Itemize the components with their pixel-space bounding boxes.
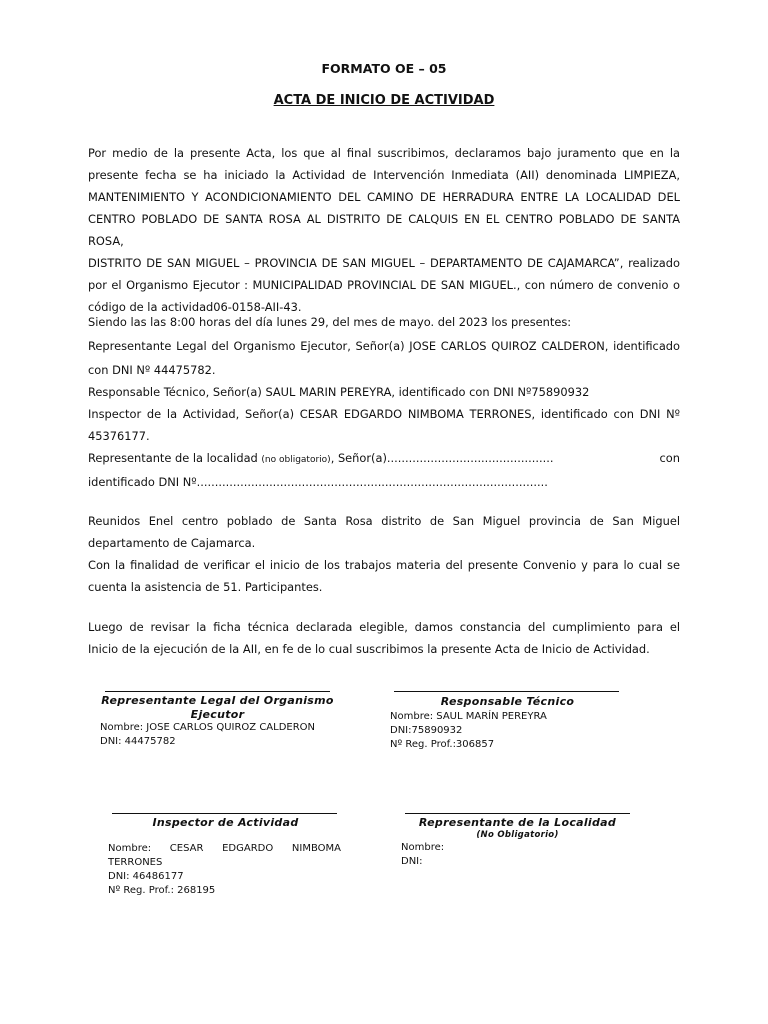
signature-details-legal-rep: Nombre: JOSE CARLOS QUIROZ CALDERON DNI: 44475782: [100, 722, 316, 747]
signature-title-legal-rep: Representante Legal del Organismo Ejecutor: [101, 694, 334, 721]
signature-title-locality: Representante de la Localidad: [418, 816, 617, 829]
signature-title-inspector: Inspector de Actividad: [152, 816, 299, 829]
signature-line-legal-rep: [105, 691, 330, 692]
meeting-line: Reunidos Enel centro poblado de Santa Rosa distrito de San Miguel provincia de San Miguel: [88, 514, 680, 528]
page-title: ACTA DE INICIO DE ACTIVIDAD: [273, 93, 495, 108]
intro-line: por el Organismo Ejecutor : MUNICIPALIDAD PROVINCIAL DE SAN MIGUEL., con número de convenio o: [88, 278, 680, 292]
signature-details-locality: Nombre: DNI:: [401, 842, 445, 867]
intro-line: Por medio de la presente Acta, los que al final suscribimos, declaramos bajo juramento que en la: [88, 146, 680, 160]
locality-con: con: [659, 451, 680, 465]
closing-line: Luego de revisar la ficha técnica declarada elegible, damos constancia del cumplimiento para el: [88, 620, 680, 634]
locality-line: [88, 447, 680, 471]
signature-details-technical: Nombre: SAUL MARÍN PEREYRA DNI:75890932 Nº Reg. Prof.:306857: [390, 711, 547, 750]
inspector-line: Inspector de la Actividad, Señor(a) CESAR EDGARDO NIMBOMA TERRONES, identificado con DNI Nº: [88, 407, 680, 421]
technical-line: Responsable Técnico, Señor(a) SAUL MARIN PEREYRA, identificado con DNI Nº75890932: [88, 385, 590, 399]
time-line: Siendo las las 8:00 horas del día lunes 29, del mes de mayo. del 2023 los presentes:: [88, 315, 572, 329]
intro-line: CENTRO POBLADO DE SANTA ROSA AL DISTRITO DE CALQUIS EN EL CENTRO POBLADO DE SANTA ROSA,: [88, 212, 680, 248]
signature-details-inspector: Nombre: CESAR EDGARDO NIMBOMA TERRONES DNI: 46486177 Nº Reg. Prof.: 268195: [108, 843, 341, 896]
intro-line: presente fecha se ha iniciado la Actividad de Intervención Inmediata (AII) denominada LIMPIEZA,: [88, 168, 680, 182]
intro-line: DISTRITO DE SAN MIGUEL – PROVINCIA DE SAN MIGUEL – DEPARTAMENTO DE CAJAMARCA”, realizado: [88, 256, 680, 270]
signature-line-technical: [394, 691, 619, 692]
closing-paragraph: [88, 616, 680, 660]
meeting-paragraph: [88, 510, 680, 598]
meeting-line: cuenta la asistencia de 51. Participantes.: [88, 580, 323, 594]
signature-title-technical: Responsable Técnico: [440, 695, 575, 708]
meeting-line: departamento de Cajamarca.: [88, 536, 256, 550]
meeting-line: Con la finalidad de verificar el inicio de los trabajos materia del presente Convenio y para lo cual se: [88, 558, 680, 572]
closing-line: Inicio de la ejecución de la AII, en fe de lo cual suscribimos la presente Acta de Inicio de Actividad.: [88, 642, 650, 656]
inspector-dni: 45376177.: [88, 429, 150, 443]
intro-line: MANTENIMIENTO Y ACONDICIONAMIENTO DEL CAMINO DE HERRADURA ENTRE LA LOCALIDAD DEL: [88, 190, 680, 204]
locality-text: Representante de la localidad (no obligatorio), Señor(a)..............................................: [88, 451, 554, 465]
signature-line-inspector: [112, 813, 337, 814]
locality-dni-line: identificado DNI Nº.................................................................................................: [88, 475, 548, 489]
intro-line: código de la actividad06-0158-AII-43.: [88, 300, 302, 314]
legal-rep-dni: con DNI Nº 44475782.: [88, 363, 216, 377]
attendance-section: [88, 311, 680, 493]
signature-subtitle-locality: (No Obligatorio): [476, 830, 559, 840]
signature-line-locality: [405, 813, 630, 814]
legal-rep-line: Representante Legal del Organismo Ejecutor, Señor(a) JOSE CARLOS QUIROZ CALDERON, identificado: [88, 339, 680, 353]
format-code: FORMATO OE – 05: [321, 61, 447, 76]
intro-paragraph: [88, 142, 680, 318]
